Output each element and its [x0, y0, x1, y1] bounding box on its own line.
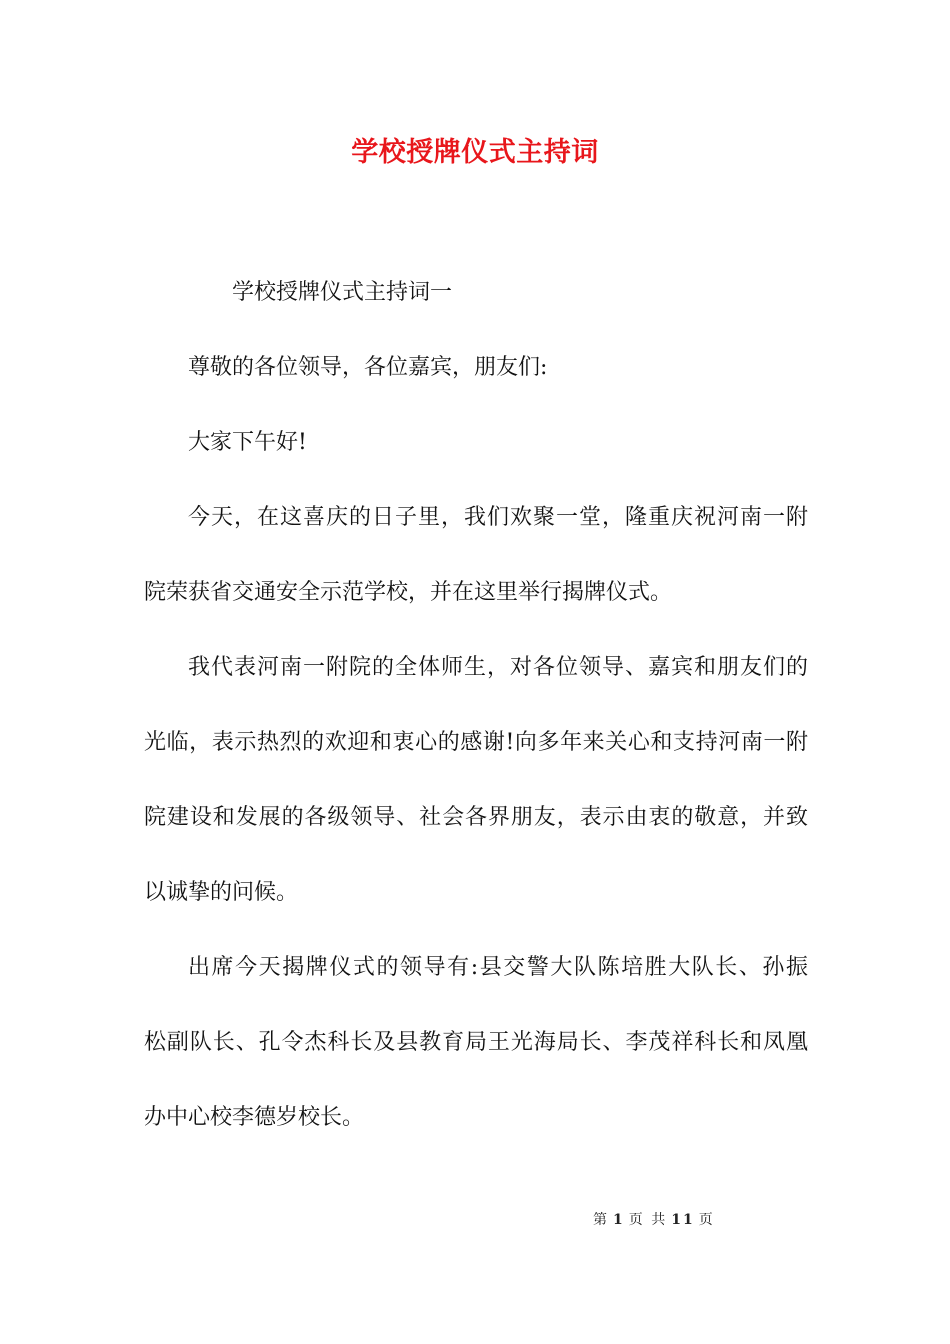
paragraph-line: 院荣获省交通安全示范学校，并在这里举行揭牌仪式。: [144, 580, 673, 605]
page-prefix: 第: [593, 1212, 609, 1228]
page-footer: [591, 1209, 717, 1229]
paragraph-line: 今天，在这喜庆的日子里，我们欢聚一堂，隆重庆祝河南一附: [188, 505, 808, 530]
paragraph-line: 院建设和发展的各级领导、社会各界朋友，表示由衷的敬意，并致: [144, 805, 808, 830]
paragraph-line: 我代表河南一附院的全体师生，对各位领导、嘉宾和朋友们的: [188, 655, 808, 680]
document-title: 学校授牌仪式主持词: [351, 137, 599, 168]
page-number: 1: [613, 1212, 625, 1228]
paragraph-line: 大家下午好!: [188, 430, 307, 455]
paragraph-line: 以诚挚的问候。: [144, 880, 299, 905]
page-suffix: 页: [698, 1212, 715, 1228]
paragraph-line: 光临，表示热烈的欢迎和衷心的感谢!向多年来关心和支持河南一附: [144, 730, 808, 755]
paragraph-line: 松副队长、孔令杰科长及县教育局王光海局长、李茂祥科长和凤凰: [144, 1030, 808, 1055]
paragraph-line: 办中心校李德岁校长。: [144, 1105, 365, 1130]
paragraph-line: 出席今天揭牌仪式的领导有:县交警大队陈培胜大队长、孙振: [188, 955, 808, 980]
total-pages: 11: [671, 1212, 695, 1228]
page-mid: 页 共: [628, 1212, 668, 1228]
section-heading: 学校授牌仪式主持词一: [232, 280, 453, 305]
paragraph-line: 尊敬的各位领导，各位嘉宾，朋友们:: [188, 355, 548, 380]
